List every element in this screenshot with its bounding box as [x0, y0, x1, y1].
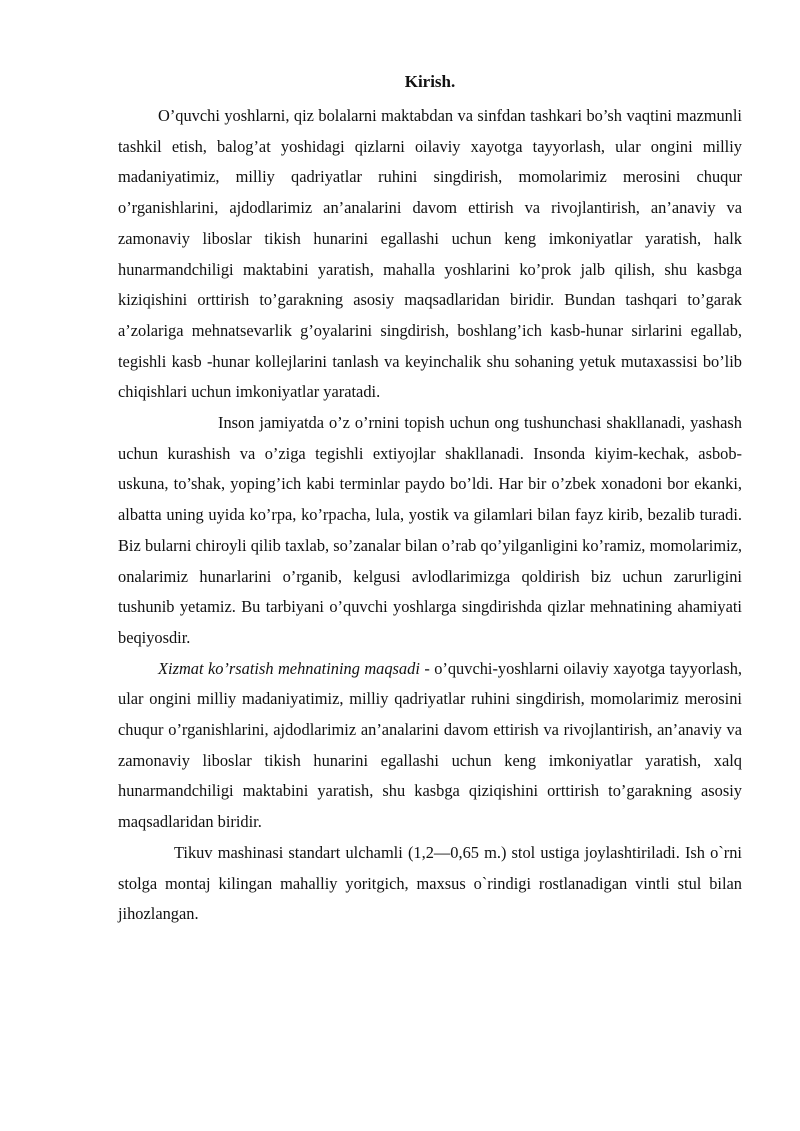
document-title: Kirish. [404, 72, 456, 91]
paragraph-introduction: O’quvchi yoshlarni, qiz bolalarni maktabdan va sinfdan tashkari bo’sh vaqtini mazmunli tashkil etish, balog’at yoshidagi qizlarni oilaviy xayotga tayyorlash, ular ongini milliy madaniyatimiz, milliy qadriyatlar ruhini singdirish, momolarimiz merosini chuqur o’rganishlarini, ajdodlarimiz an’analarini davom ettirish va rivojlantirish, an’anaviy va zamonaviy liboslar tikish hunarini egallashi uchun keng imkoniyatlar yaratish, halk hunarmandchiligi maktabini yaratish, mahalla yoshlarini ko’prok jalb qilish, shu kasbga kiziqishini orttirish to’garakning asosiy maqsadlaridan biridir. Bundan tashqari to’garak a’zolariga mehnatsevarlik g’oyalarini singdirish, boshlang’ich kasb-hunar sirlarini egallab, tegishli kasb -hunar kollejlarini tanlash va keyinchalik shu sohaning yetuk mutaxassisi bo’lib chiqishlari uchun imkoniyatlar yaratadi. [118, 106, 742, 402]
service-goal-heading: Xizmat ko’rsatish mehnatining maqsadi [158, 658, 420, 678]
paragraph-service-goal [118, 654, 742, 838]
document-page [118, 70, 742, 930]
paragraph-identity: Inson jamiyatda o’z o’rnini topish uchun ong tushunchasi shakllanadi, yashash uchun kurashish va o’ziga tegishli extiyojlar shakllanadi. Insonda kiyim-kechak, asbob-uskuna, to’shak, yoping’ich kabi terminlar paydo bo’ldi. Har bir o’zbek xonadoni bor ekanki, albatta uning uyida ko’rpa, ko’rpacha, lula, yostik va gilamlari bilan fayz kirib, bezalib turadi. Biz bularni chiroyli qilib taxlab, so’zanalar bilan o’rab qo’yilganligini ko’ramiz, momolarimiz, onalarimiz hunarlarini o’rganib, kelgusi avlodlarimizga qoldirish biz uchun zarurligini tushunib yetamiz. Bu tarbiyani o’quvchi yoshlarga singdirishda qizlar mehnatining ahamiyati beqiyosdir. [118, 413, 742, 647]
paragraph-sewing-machine: Tikuv mashinasi standart ulchamli (1,2—0,65 m.) stol ustiga joylashtiriladi. Ish o`rni stolga montaj kilingan mahalliy yoritgich, maxsus o`rindigi rostlanadigan vintli stul bilan jihozlangan. [118, 842, 742, 924]
service-goal-text: - o’quvchi-yoshlarni oilaviy xayotga tayyorlash, ular ongini milliy madaniyatimiz, milliy qadriyatlar ruhini singdirish, momolarimiz merosini chuqur o’rganishlarini, ajdodlarimiz an’analarini davom ettirish va rivojlantirish, an’anaviy va zamonaviy liboslar tikish hunarini egallashi uchun keng imkoniyatlar yaratish, xalq hunarmandchiligi maktabini yaratish, shu kasbga qiziqishini orttirish to’garakning asosiy maqsadlaridan biridir. [118, 658, 743, 832]
